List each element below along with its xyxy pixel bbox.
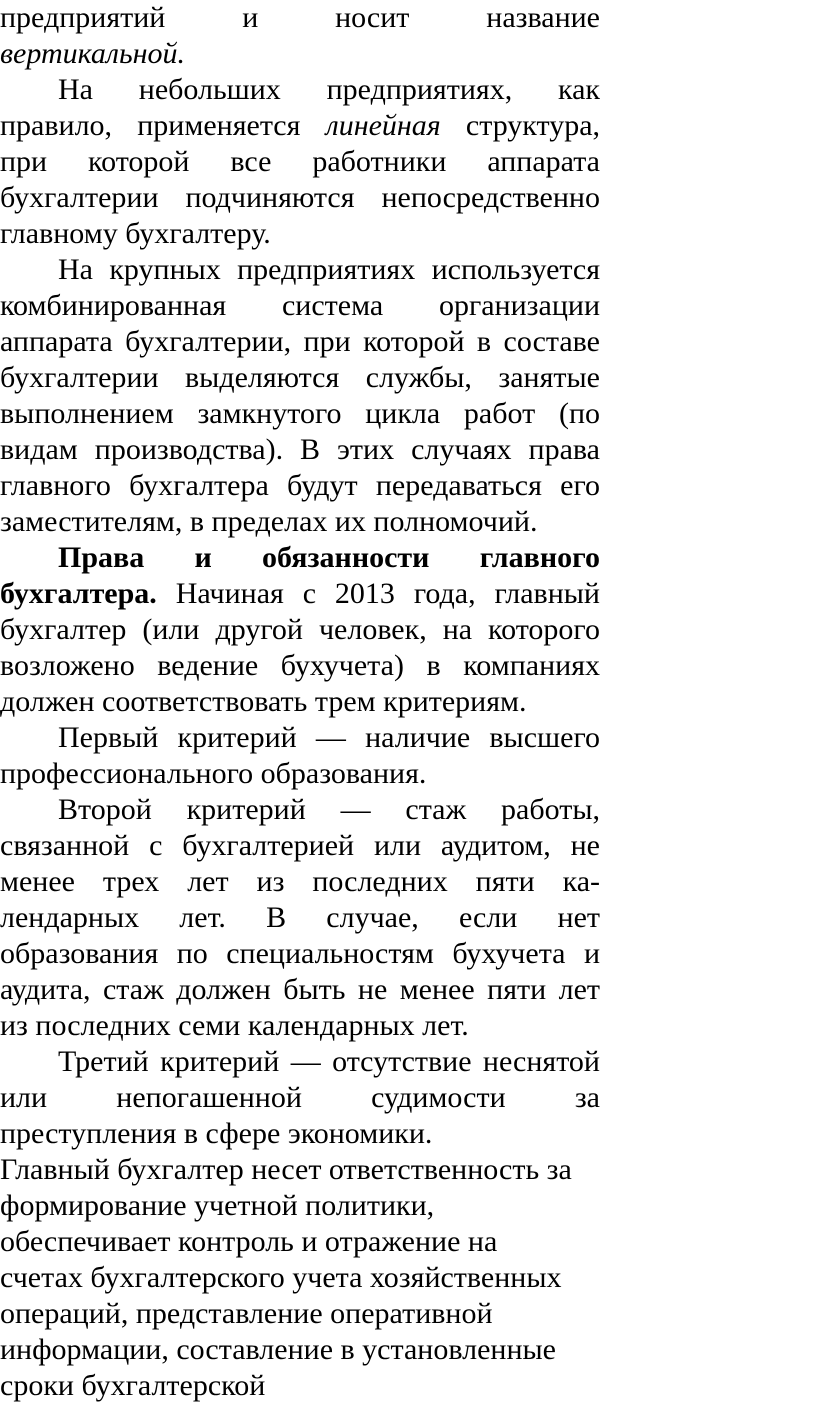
text-segment: Начиная с 2013 года, главный [156,577,600,610]
text-segment: должен соответствовать трем критериям. [0,685,527,718]
text-segment: На крупных предприятиях используется [58,253,600,286]
text-line [0,540,600,576]
text-line [0,684,600,720]
paragraph-p6 [0,792,600,1044]
text-segment: правило, применяется [0,109,326,142]
italic-text: вертикальной. [0,37,186,70]
text-line [0,252,600,288]
text-line [0,504,600,540]
text-segment: возложено ведение бухучета) в компаниях [0,649,600,682]
bold-text: бухгалтера. [0,577,157,610]
text-line [0,360,600,396]
text-segment: Третий критерий — отсутствие неснятой [58,1045,600,1078]
text-segment: предприятий и носит название [0,1,600,34]
text-segment: главному бухгалтеру. [0,217,271,250]
text-segment: видам производства). В этих случаях права [0,433,600,466]
text-segment: операций, представление оперативной [0,1297,493,1330]
text-segment: Первый критерий — наличие высшего [58,721,600,754]
text-line [0,324,600,360]
text-segment: бухгалтерии выделяются службы, занятые [0,361,600,394]
text-segment: информации, составление в установленные [0,1333,556,1366]
text-segment: аудита, стаж должен быть не менее пяти лет [0,973,600,1006]
text-line [0,1188,600,1224]
text-line [0,1080,600,1116]
text-segment: главного бухгалтера будут передаваться его [0,469,600,502]
text-segment: бухгалтер (или другой человек, на которого [0,613,600,646]
paragraph-p3 [0,252,600,540]
text-line [0,216,600,252]
text-line [0,396,600,432]
paragraph-p5 [0,720,600,792]
paragraph-p7 [0,1044,600,1152]
text-line [0,72,600,108]
text-segment: менее трех лет из последних пяти ка- [0,865,600,898]
text-line [0,1224,600,1260]
text-line [0,648,600,684]
text-segment: комбинированная система организации [0,289,600,322]
text-line [0,1332,600,1368]
text-line [0,612,600,648]
text-segment: Второй критерий — стаж работы, [58,793,600,826]
text-line [0,288,600,324]
text-line [0,108,600,144]
text-segment: заместителям, в пределах их полномочий. [0,505,538,538]
paragraph-p1 [0,0,600,72]
text-line [0,576,600,612]
text-segment: формирование учетной политики, [0,1189,435,1222]
text-line [0,1260,600,1296]
text-segment: преступления в сфере экономики. [0,1117,433,1150]
text-segment: обеспечивает контроль и отражение на [0,1225,498,1258]
paragraph-p4 [0,540,600,720]
text-line [0,792,600,828]
text-line [0,828,600,864]
text-line [0,936,600,972]
text-segment: Главный бухгалтер несет ответственность за [0,1153,572,1186]
text-segment: сроки бухгалтерской [0,1369,266,1402]
text-line [0,864,600,900]
text-segment: связанной с бухгалтерией или аудитом, не [0,829,600,862]
text-line [0,900,600,936]
paragraph-p2 [0,72,600,252]
text-line [0,0,600,36]
text-segment: профессионального образования. [0,757,427,790]
text-line [0,720,600,756]
text-line [0,1296,600,1332]
text-line [0,1044,600,1080]
text-segment: лендарных лет. В случае, если нет [0,901,600,934]
italic-text: линейная [325,109,441,142]
text-segment: бухгалтерии подчиняются непосредственно [0,181,600,214]
text-line [0,972,600,1008]
text-line [0,1116,600,1152]
text-line [0,36,600,72]
text-segment: из последних семи календарных лет. [0,1009,469,1042]
text-segment: На небольших предприятиях, как [58,73,600,106]
paragraph-p8 [0,1152,600,1404]
text-line [0,468,600,504]
text-line [0,1368,600,1404]
text-line [0,180,600,216]
text-segment: счетах бухгалтерского учета хозяйственных [0,1261,562,1294]
text-segment: выполнением замкнутого цикла работ (по [0,397,600,430]
text-segment: образования по специальностям бухучета и [0,937,600,970]
text-segment: структура, [440,109,601,142]
text-segment: аппарата бухгалтерии, при которой в составе [0,325,600,358]
text-segment: при которой все работники аппарата [0,145,600,178]
bold-text: Права и обязанности главного [58,541,600,574]
text-line [0,1152,600,1188]
text-segment: или непогашенной судимости за [0,1081,600,1114]
text-line [0,432,600,468]
text-line [0,144,600,180]
text-line [0,1008,600,1044]
text-line [0,756,600,792]
